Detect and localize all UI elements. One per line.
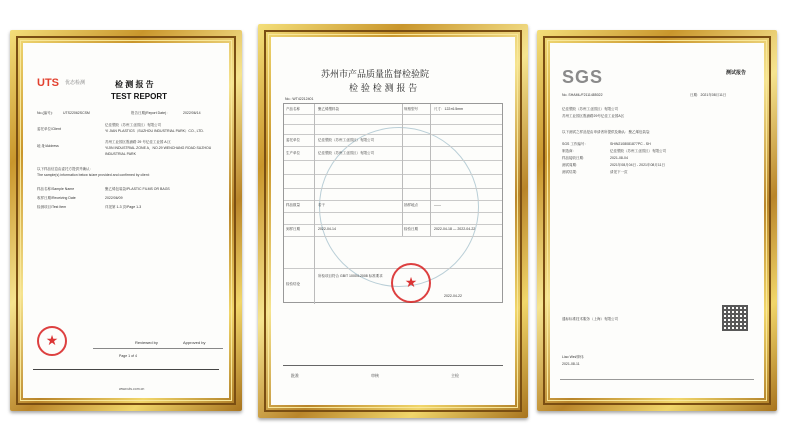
- address-cn: 苏州工业园区胜浦路 29 号亿佳工业园 A 区: [105, 140, 171, 144]
- qr-code: [722, 305, 748, 331]
- sign-review: 审核: [371, 373, 379, 378]
- red-seal-stamp: [391, 263, 431, 303]
- footer-rule: [560, 379, 754, 380]
- sign-date: 2021-08-11: [562, 362, 580, 366]
- address-en-2: INDUSTRIAL PARK: [105, 152, 136, 156]
- report-no-label: No.(编号)：: [37, 111, 56, 115]
- cell-value: 2022-04-14: [318, 227, 336, 231]
- sample-name: 聚乙烯包装袋/PLASTIC FILMS OR BAGS: [105, 187, 170, 191]
- suzhou-report-paper: [271, 37, 515, 405]
- result-text: 请见下一页: [610, 170, 628, 174]
- report-no: UTS22062SCSM: [63, 111, 90, 115]
- footer-url: www.uts.com.cn: [119, 387, 145, 391]
- test-item: 详见第 1-3 页/Page 1-3: [105, 205, 142, 209]
- cell-label: 样品数量: [286, 203, 300, 207]
- client-label: 委托单位/Client: [37, 127, 61, 131]
- cell-label: 生产单位: [286, 151, 300, 155]
- table-rule: [284, 124, 502, 125]
- uts-report-paper: [23, 43, 229, 398]
- cell-value: ——: [434, 203, 441, 207]
- client-address: 苏州工业园区胜浦路29号亿佳工业园A区: [562, 114, 625, 118]
- sample-receipt-label: 样品接收日期：: [562, 156, 587, 160]
- cell-label: 检验日期: [404, 227, 418, 231]
- table-rule: [284, 200, 502, 201]
- sign-approve: 批准: [291, 373, 299, 378]
- signature-line: [93, 348, 223, 349]
- signer-name: Liao Wei/廖伟: [562, 355, 584, 359]
- sgs-ref: SHIN2108081877PC - SH: [610, 142, 651, 146]
- report-date: 2022/06/14: [183, 111, 201, 115]
- page-number: Page 1 of 4: [119, 354, 137, 358]
- certificate-frame-uts: [10, 30, 242, 411]
- client-en: YI JIAN PLASTICS（SUZHOU INDUSTRIAL PARK）CO., LTD.: [105, 129, 204, 133]
- cell-value: 聚乙烯塑料袋: [318, 107, 339, 111]
- report-no: No. SHAML/F2111485022: [562, 93, 603, 97]
- seal-star-icon: ★: [45, 333, 59, 349]
- table-rule: [284, 268, 502, 269]
- approved-date: 2022-04-22: [444, 294, 462, 298]
- footer-rule: [33, 369, 219, 370]
- reviewed-label: Reviewed by: [135, 340, 158, 345]
- cell-value: 亿佳塑胶（苏州工业园区）有限公司: [318, 138, 374, 142]
- table-rule: [284, 224, 502, 225]
- manufacturer: 亿佳塑胶（苏州工业园区）有限公司: [610, 149, 666, 153]
- result-label: 检验结论: [286, 282, 300, 286]
- cell-label: 产品名称: [286, 107, 300, 111]
- table-rule: [284, 160, 502, 161]
- cell-label: 委托单位: [286, 138, 300, 142]
- uts-logo: UTS: [37, 77, 59, 89]
- address-en-1: YIJIN INDUSTRIAL ZONE A，NO.29 WENCHANG ROAD SUZHOU: [105, 146, 212, 150]
- cell-label: 抽样地点: [404, 203, 418, 207]
- table-rule: [284, 212, 502, 213]
- test-period: 2021年08月04日 - 2021年08月11日: [610, 163, 665, 167]
- cell-value: 若干: [318, 203, 325, 207]
- table-col-rule: [402, 104, 403, 236]
- receiving-date: 2022/06/09: [105, 196, 123, 200]
- table-rule: [284, 188, 502, 189]
- sgs-logo: SGS: [562, 67, 604, 87]
- sample-note-cn: 以下样品信息由委托方提供并确认：: [37, 167, 93, 171]
- certificate-frame-sgs: [537, 30, 777, 411]
- approved-label: Approved by: [183, 340, 206, 345]
- cell-label: 规格型号: [404, 107, 418, 111]
- test-item-label: 检测项目/Test Item: [37, 205, 67, 209]
- receiving-date-label: 收样日期/Receiving Date: [37, 196, 76, 200]
- report-date: 日期：2021年08月11日: [690, 93, 727, 97]
- cell-value: 尺寸：122×6.5mm: [434, 107, 464, 111]
- sgs-report-paper: [550, 43, 764, 398]
- sample-receipt: 2021-08-04: [610, 156, 628, 160]
- certificate-frame-suzhou: [258, 24, 528, 418]
- cell-label: 到样日期: [286, 227, 300, 231]
- table-rule: [284, 174, 502, 175]
- company-name: 通标标准技术服务（上海）有限公司: [562, 317, 618, 321]
- client-cn: 亿佳塑胶（苏州工业园区）有限公司: [105, 123, 161, 127]
- table-col-rule: [430, 104, 431, 236]
- uts-logo-sub: 优态检测: [65, 80, 86, 86]
- address-label: 地 址/Address: [37, 144, 59, 148]
- institute-name: 苏州市产品质量监督检验院: [321, 70, 430, 80]
- manufacturer-label: 制造商：: [562, 149, 576, 153]
- report-title-en: TEST REPORT: [111, 92, 168, 101]
- table-rule: [284, 114, 502, 115]
- seal-star-icon: ★: [404, 275, 418, 291]
- table-rule: [284, 134, 502, 135]
- result-text: 所检项目符合 GB/T 10004-2008 标准要求: [318, 274, 383, 278]
- cell-value: 亿佳塑胶（苏州工业园区）有限公司: [318, 151, 374, 155]
- sample-desc: 以下测试之样品是由申请者所提供及确认：聚乙烯包装袋: [562, 130, 650, 134]
- table-rule: [284, 236, 502, 237]
- report-date-label: 报告日期(Report Date)：: [131, 111, 170, 115]
- table-col-rule: [314, 104, 315, 304]
- sgs-ref-label: SGS 工作编号：: [562, 142, 588, 146]
- sample-name-label: 样品名称/Sample Name: [37, 187, 75, 191]
- signature-rule: [283, 365, 503, 366]
- test-period-label: 测试周期：: [562, 163, 580, 167]
- table-rule: [284, 146, 502, 147]
- sample-note-en: The sample(s) information below is/are provided and confirmed by client：: [37, 173, 153, 177]
- red-seal-stamp: [37, 326, 67, 356]
- report-no: No.: WT42212401: [285, 97, 314, 101]
- report-title: 测试报告: [726, 70, 747, 76]
- result-label: 测试结果：: [562, 170, 580, 174]
- client-name: 亿佳塑胶（苏州工业园区）有限公司: [562, 107, 618, 111]
- sign-inspect: 主检: [451, 373, 459, 378]
- report-title-cn: 检 测 报 告: [115, 80, 154, 89]
- report-title: 检 验 检 测 报 告: [349, 84, 418, 94]
- cell-value: 2022-04-18 — 2022-04-22: [434, 227, 476, 231]
